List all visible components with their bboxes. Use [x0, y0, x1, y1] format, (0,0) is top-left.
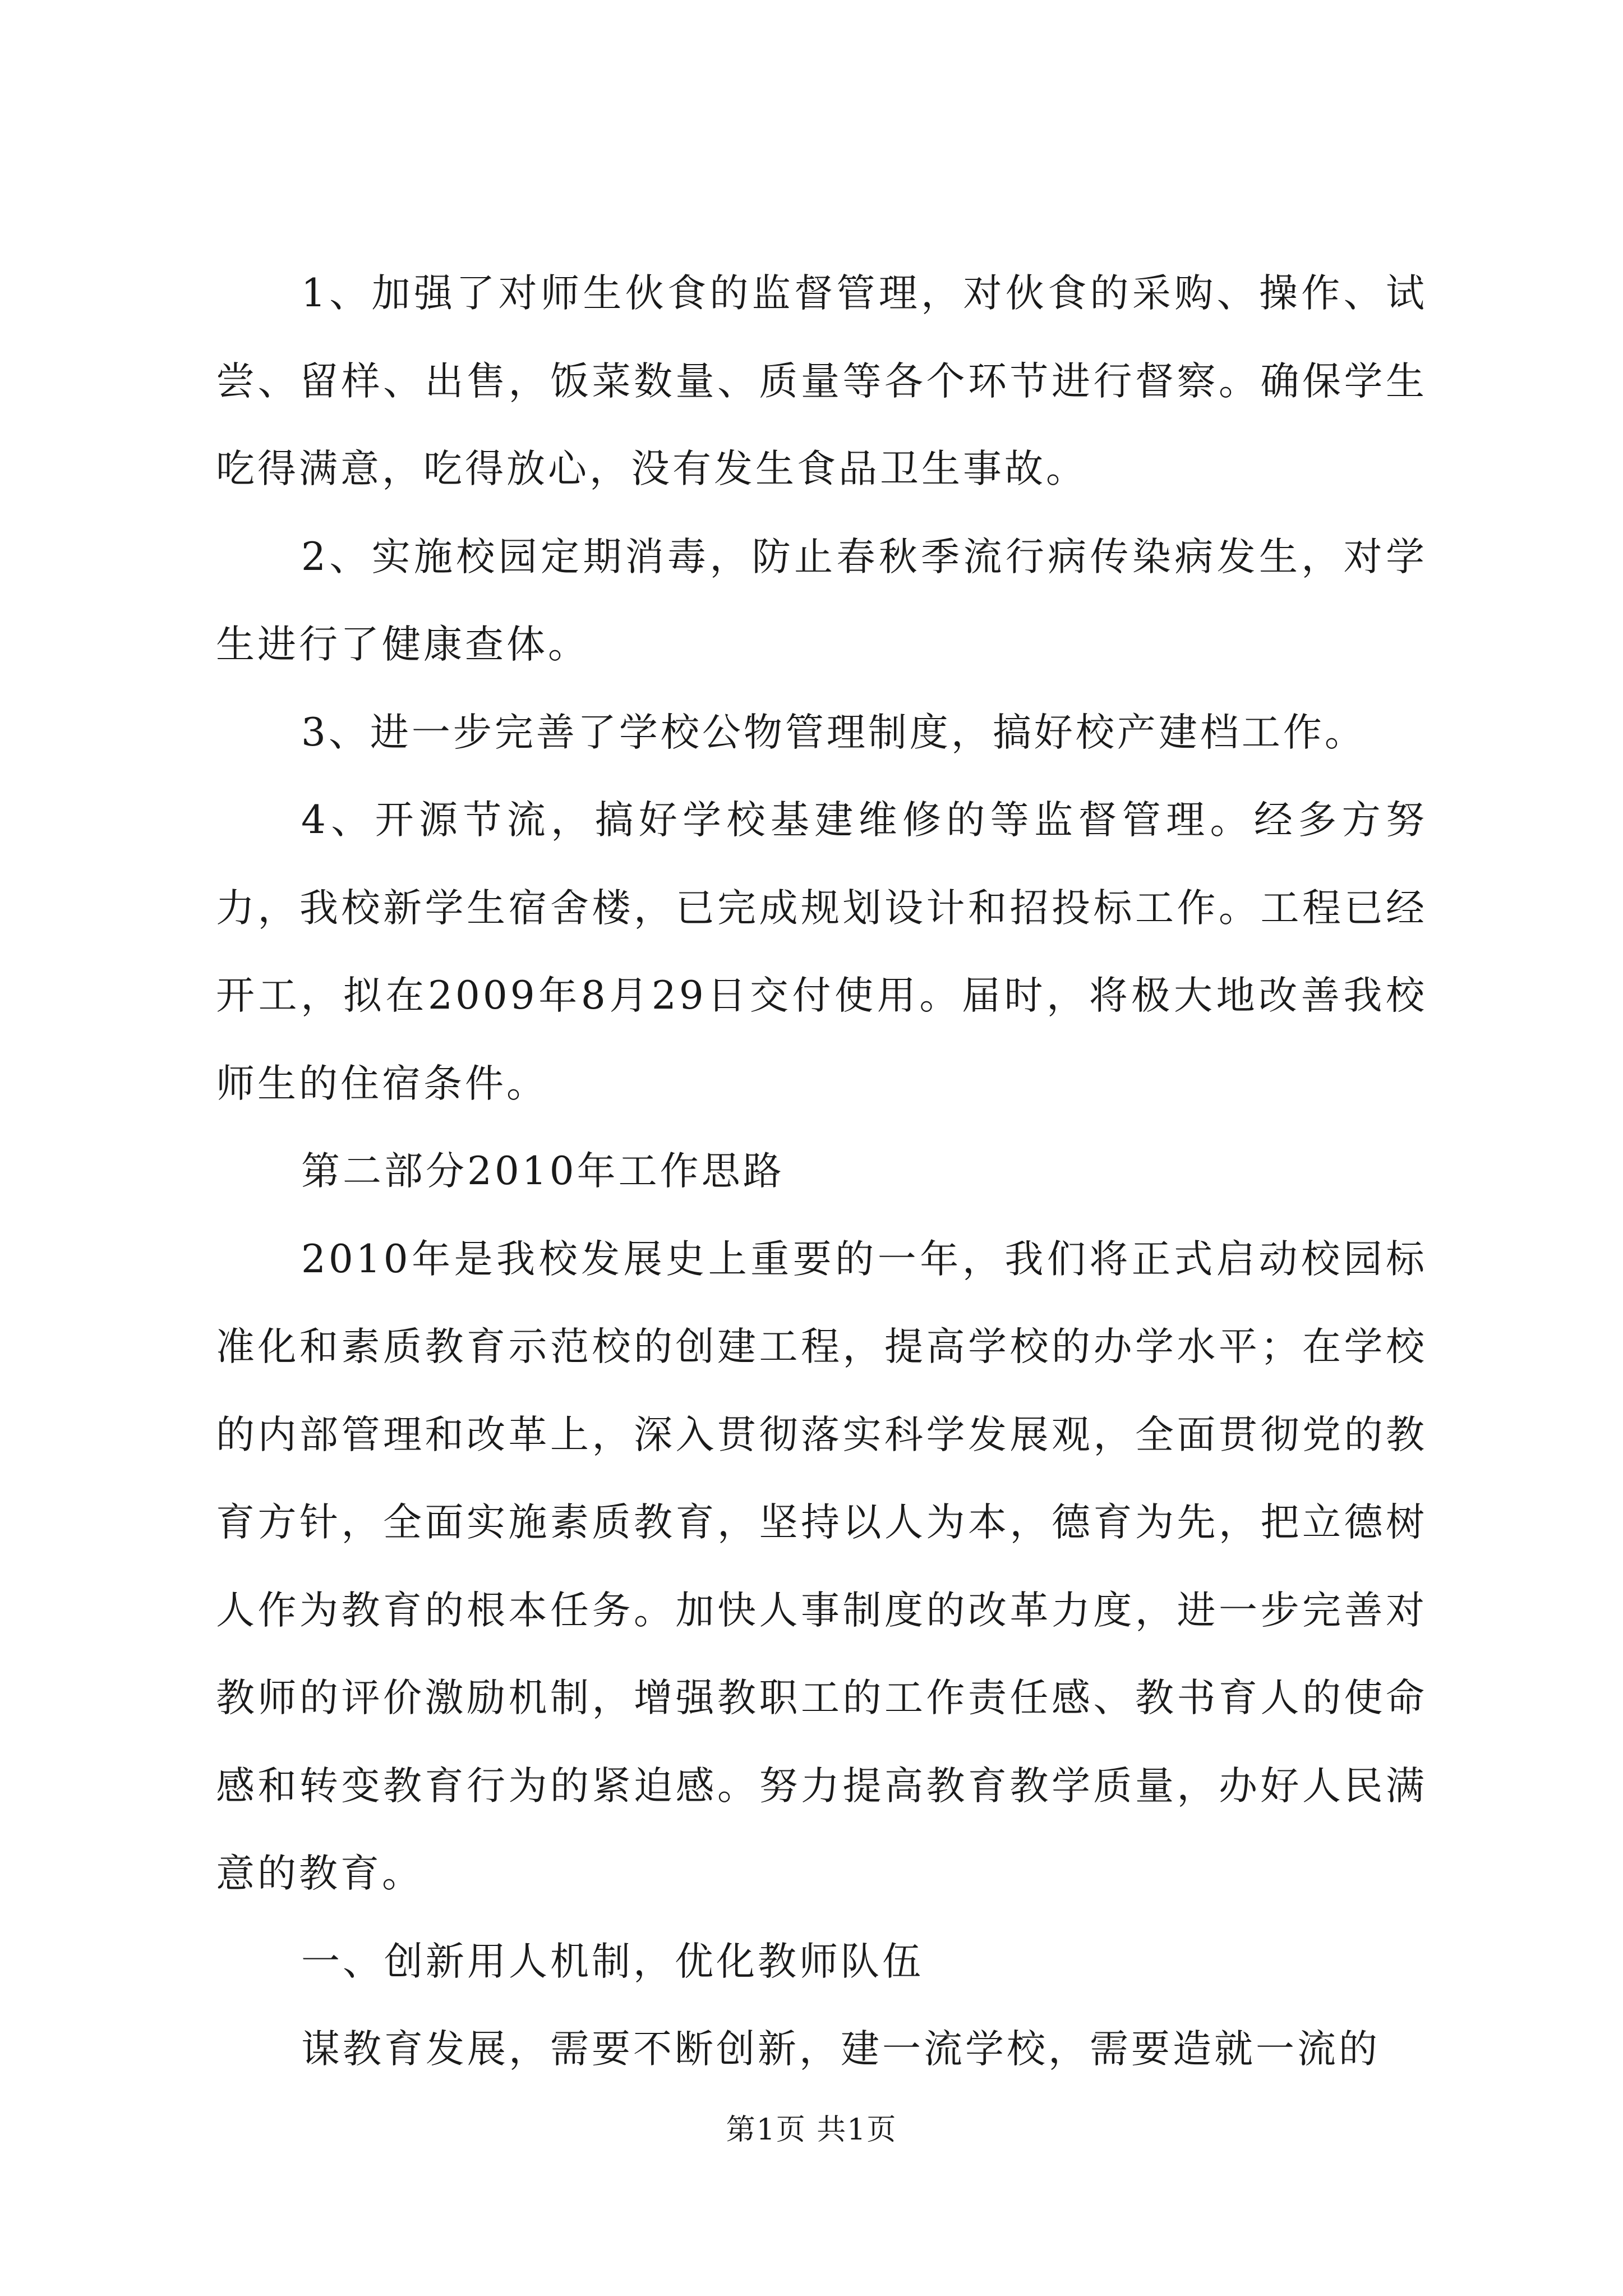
page-footer: 第1页 共1页 [726, 2113, 897, 2147]
paragraph-dormitory-construction: 4、开源节流，搞好学校基建维修的等监督管理。经多方努力，我校新学生宿舍楼，已完成规划设计和招投标工作。工程已经开工，拟在2009年8月29日交付使用。届时，将极大地改善我校师生的住宿条件。 [216, 798, 1427, 1106]
subheading-staffing-mechanism: 一、创新用人机制，优化教师队伍 [301, 1939, 924, 1984]
document-body [216, 250, 1427, 2093]
paragraph-property-management: 3、进一步完善了学校公物管理制度，搞好校产建档工作。 [301, 710, 1366, 755]
paragraph-education-development: 谋教育发展，需要不断创新，建一流学校，需要造就一流的 [301, 2027, 1380, 2072]
paragraph-canteen-supervision: 1、加强了对师生伙食的监督管理，对伙食的采购、操作、试尝、留样、出售，饭菜数量、质量等各个环节进行督察。确保学生吃得满意，吃得放心，没有发生食品卫生事故。 [216, 271, 1427, 491]
section-heading-2010-plan: 第二部分2010年工作思路 [301, 1149, 785, 1194]
paragraph-2010-overview: 2010年是我校发展史上重要的一年，我们将正式启动校园标准化和素质教育示范校的创建工程，提高学校的办学水平；在学校的内部管理和改革上，深入贯彻落实科学发展观，全面贯彻党的教育方针，全面实施素质教育，坚持以人为本，德育为先，把立德树人作为教育的根本任务。加快人事制度的改革力度，进一步完善对教师的评价激励机制，增强教职工的工作责任感、教书育人的使命感和转变教育行为的紧迫感。努力提高教育教学质量，办好人民满意的教育。 [216, 1236, 1427, 1896]
paragraph-campus-disinfection: 2、实施校园定期消毒，防止春秋季流行病传染病发生，对学生进行了健康查体。 [216, 534, 1427, 667]
